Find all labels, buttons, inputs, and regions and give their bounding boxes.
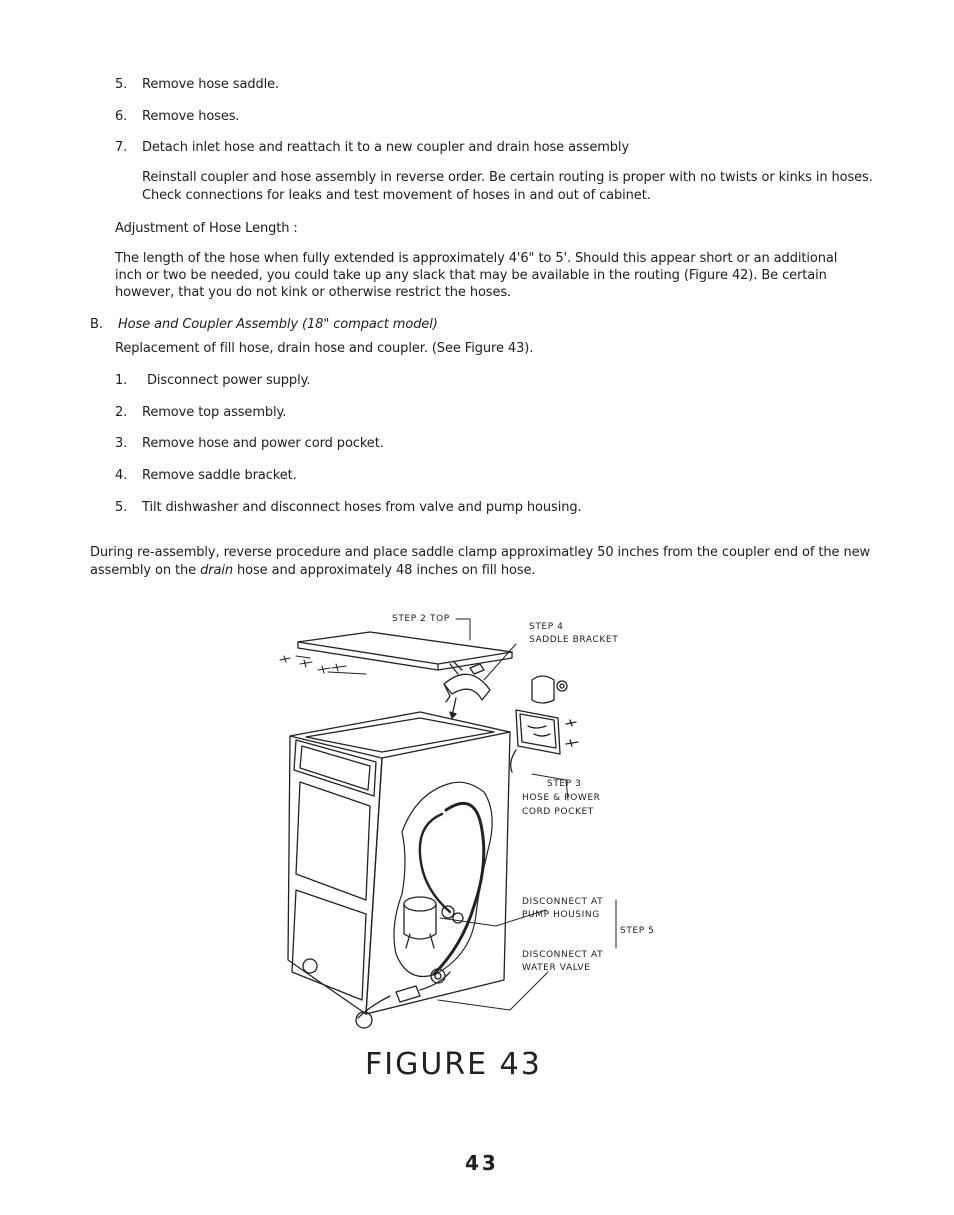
reinstall-line-1: Reinstall coupler and hose assembly in reverse order. Be certain routing is proper with no twists or kinks in hoses. [142,170,873,185]
step-text: Remove saddle bracket. [142,468,297,483]
step-text: Detach inlet hose and reattach it to a new coupler and drain hose assembly [142,140,630,155]
step-number: 1. [115,373,128,388]
reassembly-line-1: During re-assembly, reverse procedure and place saddle clamp approximatley 50 inches from the coupler end of the new [90,545,871,560]
reassembly-text-a: assembly on the [90,563,201,578]
section-b-letter: B. [90,317,103,332]
label-disconnect-pump: DISCONNECT AT [522,897,604,907]
step-text: Remove top assembly. [142,405,287,420]
step-text: Remove hose saddle. [142,77,280,92]
label-disconnect-valve: DISCONNECT AT [522,950,604,960]
step-b2 [115,405,286,421]
figure-43-diagram [270,600,670,1040]
step-b1 [115,373,310,389]
page-number: 43 [465,1151,499,1175]
step-number: 6. [115,109,128,124]
label-step4: STEP 4 [529,622,564,632]
step-number: 4. [115,468,128,483]
label-saddle-bracket: SADDLE BRACKET [529,635,619,645]
step-number: 5. [115,500,128,515]
length-line-1: The length of the hose when fully extended is approximately 4'6" to 5'. Should this appear short or an additional [115,251,838,266]
reassembly-line-2 [90,563,535,579]
step-a6 [115,109,239,125]
reassembly-text-drain: drain [200,563,233,578]
label-pump-housing: PUMP HOUSING [522,910,600,920]
step-b5 [115,500,582,516]
reinstall-line-2: Check connections for leaks and test movement of hoses in and out of cabinet. [142,188,651,203]
label-step3: STEP 3 [547,779,582,789]
step-number: 2. [115,405,128,420]
section-b-intro: Replacement of fill hose, drain hose and coupler. (See Figure 43). [115,341,534,356]
step-number: 5. [115,77,128,92]
reassembly-text-c: hose and approximately 48 inches on fill hose. [232,563,536,578]
step-text: Disconnect power supply. [147,373,311,388]
step-number: 3. [115,436,128,451]
label-step5: STEP 5 [620,926,655,936]
length-line-2: inch or two be needed, you could take up any slack that may be available in the routing (Figure 42). Be certain [115,268,827,283]
step-number: 7. [115,140,128,155]
label-step2-top: STEP 2 TOP [392,614,450,624]
section-b-heading: Hose and Coupler Assembly (18" compact model) [118,317,438,332]
dishwasher-cabinet [288,712,510,1028]
step-b3 [115,436,384,452]
label-hose-power: HOSE & POWER [522,793,601,803]
top-screws [280,656,366,674]
step-text: Remove hoses. [142,109,240,124]
step-text: Remove hose and power cord pocket. [142,436,384,451]
step-text: Tilt dishwasher and disconnect hoses from valve and pump housing. [142,500,582,515]
step-b4 [115,468,297,484]
saddle-bracket [444,662,490,718]
step-a7 [115,140,629,156]
label-water-valve: WATER VALVE [522,963,591,973]
hose-cord-pocket [511,676,578,772]
length-line-3: however, that you do not kink or otherwise restrict the hoses. [115,285,512,300]
step-a5 [115,77,279,93]
figure-title: FIGURE 43 [365,1047,542,1082]
label-cord-pocket: CORD POCKET [522,807,594,817]
adjustment-heading: Adjustment of Hose Length : [115,221,298,236]
